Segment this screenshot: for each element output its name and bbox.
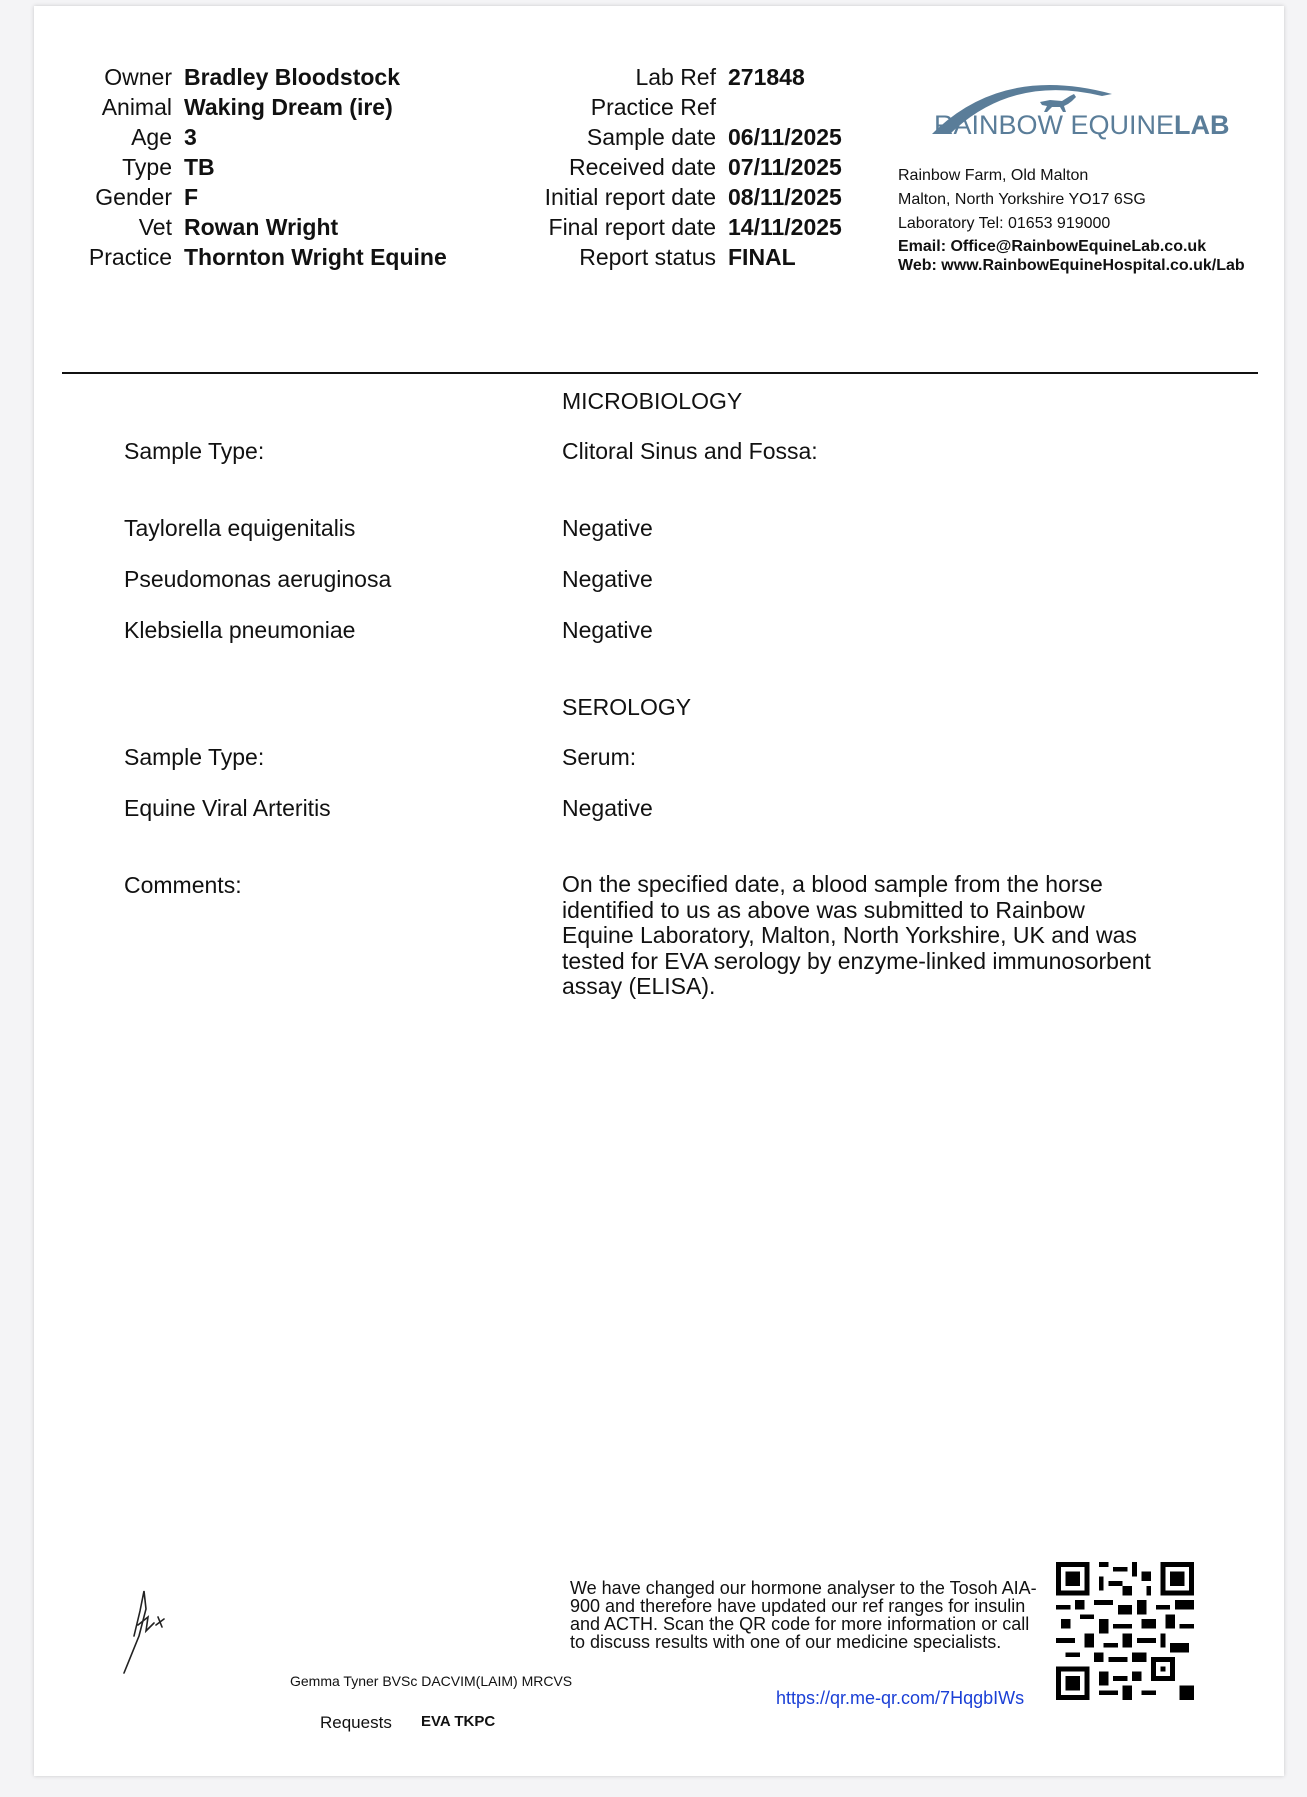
test-name-eva: Equine Viral Arteritis (124, 795, 331, 821)
owner-value: Bradley Bloodstock (184, 64, 400, 90)
comments-label: Comments: (124, 872, 242, 898)
owner-label: Owner (104, 64, 172, 90)
test-name-klebsiella: Klebsiella pneumoniae (124, 617, 356, 643)
animal-value: Waking Dream (ire) (184, 94, 393, 120)
test-name-taylorella: Taylorella equigenitalis (124, 515, 356, 541)
received-date-value: 07/11/2025 (728, 154, 842, 180)
signature (94, 1581, 184, 1681)
test-name-pseudomonas: Pseudomonas aeruginosa (124, 566, 392, 592)
logo-text-light: RAINBOW EQUINE (934, 110, 1175, 140)
test-result-taylorella: Negative (562, 515, 653, 541)
header-divider (62, 372, 1258, 374)
practice-value: Thornton Wright Equine (184, 244, 447, 270)
age-value: 3 (184, 124, 197, 150)
analyser-notice: We have changed our hormone analyser to the Tosoh AIA-900 and therefore have updated our ref ranges for insulin and ACTH. Scan the QR code for more information or call to discuss results with one of our medicine specialists. (570, 1578, 1037, 1652)
owner-row (54, 62, 447, 92)
age-label: Age (131, 124, 172, 150)
lab-email[interactable]: Email: Office@RainbowEquineLab.co.uk (898, 238, 1207, 255)
animal-row (54, 92, 447, 122)
micro-sample-type-value: Clitoral Sinus and Fossa: (562, 438, 818, 464)
sample-date-value: 06/11/2025 (728, 124, 842, 150)
animal-label: Animal (101, 94, 172, 120)
practice-label: Practice (88, 244, 172, 270)
gender-value: F (184, 184, 199, 210)
age-row (54, 122, 447, 152)
serology-heading: SEROLOGY (562, 694, 692, 720)
sample-date-row (504, 122, 842, 152)
practice-ref-label: Practice Ref (590, 94, 716, 120)
lab-ref-value: 271848 (728, 64, 805, 90)
vet-value: Rowan Wright (184, 214, 339, 240)
final-report-date-value: 14/11/2025 (728, 214, 842, 240)
lab-ref-row (504, 62, 842, 92)
lab-website[interactable]: Web: www.RainbowEquineHospital.co.uk/Lab (898, 257, 1245, 274)
rainbow-equine-lab-logo (892, 64, 1262, 154)
qr-code[interactable] (1056, 1560, 1194, 1702)
lab-address (898, 164, 1146, 236)
initial-report-date-row (504, 182, 842, 212)
logo-text-bold: LAB (1174, 110, 1230, 140)
practice-ref-row (504, 92, 842, 122)
sero-sample-type-label: Sample Type: (124, 744, 265, 770)
address-line-2: Malton, North Yorkshire YO17 6SG (898, 191, 1146, 208)
sero-sample-type-value: Serum: (562, 744, 637, 770)
lab-contact (898, 237, 1245, 275)
vet-label: Vet (138, 214, 172, 240)
test-result-pseudomonas: Negative (562, 566, 653, 592)
signatory-name: Gemma Tyner BVSc DACVIM(LAIM) MRCVS (290, 1673, 573, 1689)
lab-ref-label: Lab Ref (635, 64, 716, 90)
report-status-label: Report status (579, 244, 716, 270)
final-report-date-label: Final report date (548, 214, 716, 240)
received-date-row (504, 152, 842, 182)
requests-value: EVA TKPC (421, 1713, 496, 1730)
type-label: Type (122, 154, 172, 180)
comments-text: On the specified date, a blood sample from the horse identified to us as above was submitted to Rainbow Equine Laboratory, Malton, North Yorkshire, UK and was tested for EVA serology by enzyme-linked immunosorbent assay (ELISA). (562, 871, 1151, 999)
animal-details (54, 62, 447, 272)
address-line-1: Rainbow Farm, Old Malton (898, 167, 1089, 184)
initial-report-date-value: 08/11/2025 (728, 184, 842, 210)
practice-row (54, 242, 447, 272)
lab-telephone: Laboratory Tel: 01653 919000 (898, 215, 1111, 232)
vet-row (54, 212, 447, 242)
micro-sample-type-label: Sample Type: (124, 438, 265, 464)
microbiology-heading: MICROBIOLOGY (562, 388, 743, 414)
sample-date-label: Sample date (586, 124, 716, 150)
type-row (54, 152, 447, 182)
type-value: TB (184, 154, 215, 180)
test-result-klebsiella: Negative (562, 617, 653, 643)
report-page (34, 6, 1284, 1776)
received-date-label: Received date (568, 154, 716, 180)
initial-report-date-label: Initial report date (544, 184, 716, 210)
requests-label: Requests (320, 1713, 392, 1732)
gender-label: Gender (95, 184, 172, 210)
report-status-value: FINAL (728, 244, 796, 270)
test-result-eva: Negative (562, 795, 653, 821)
report-details (504, 62, 842, 272)
gender-row (54, 182, 447, 212)
report-status-row (504, 242, 842, 272)
final-report-date-row (504, 212, 842, 242)
qr-link[interactable]: https://qr.me-qr.com/7HqgbIWs (776, 1688, 1025, 1708)
